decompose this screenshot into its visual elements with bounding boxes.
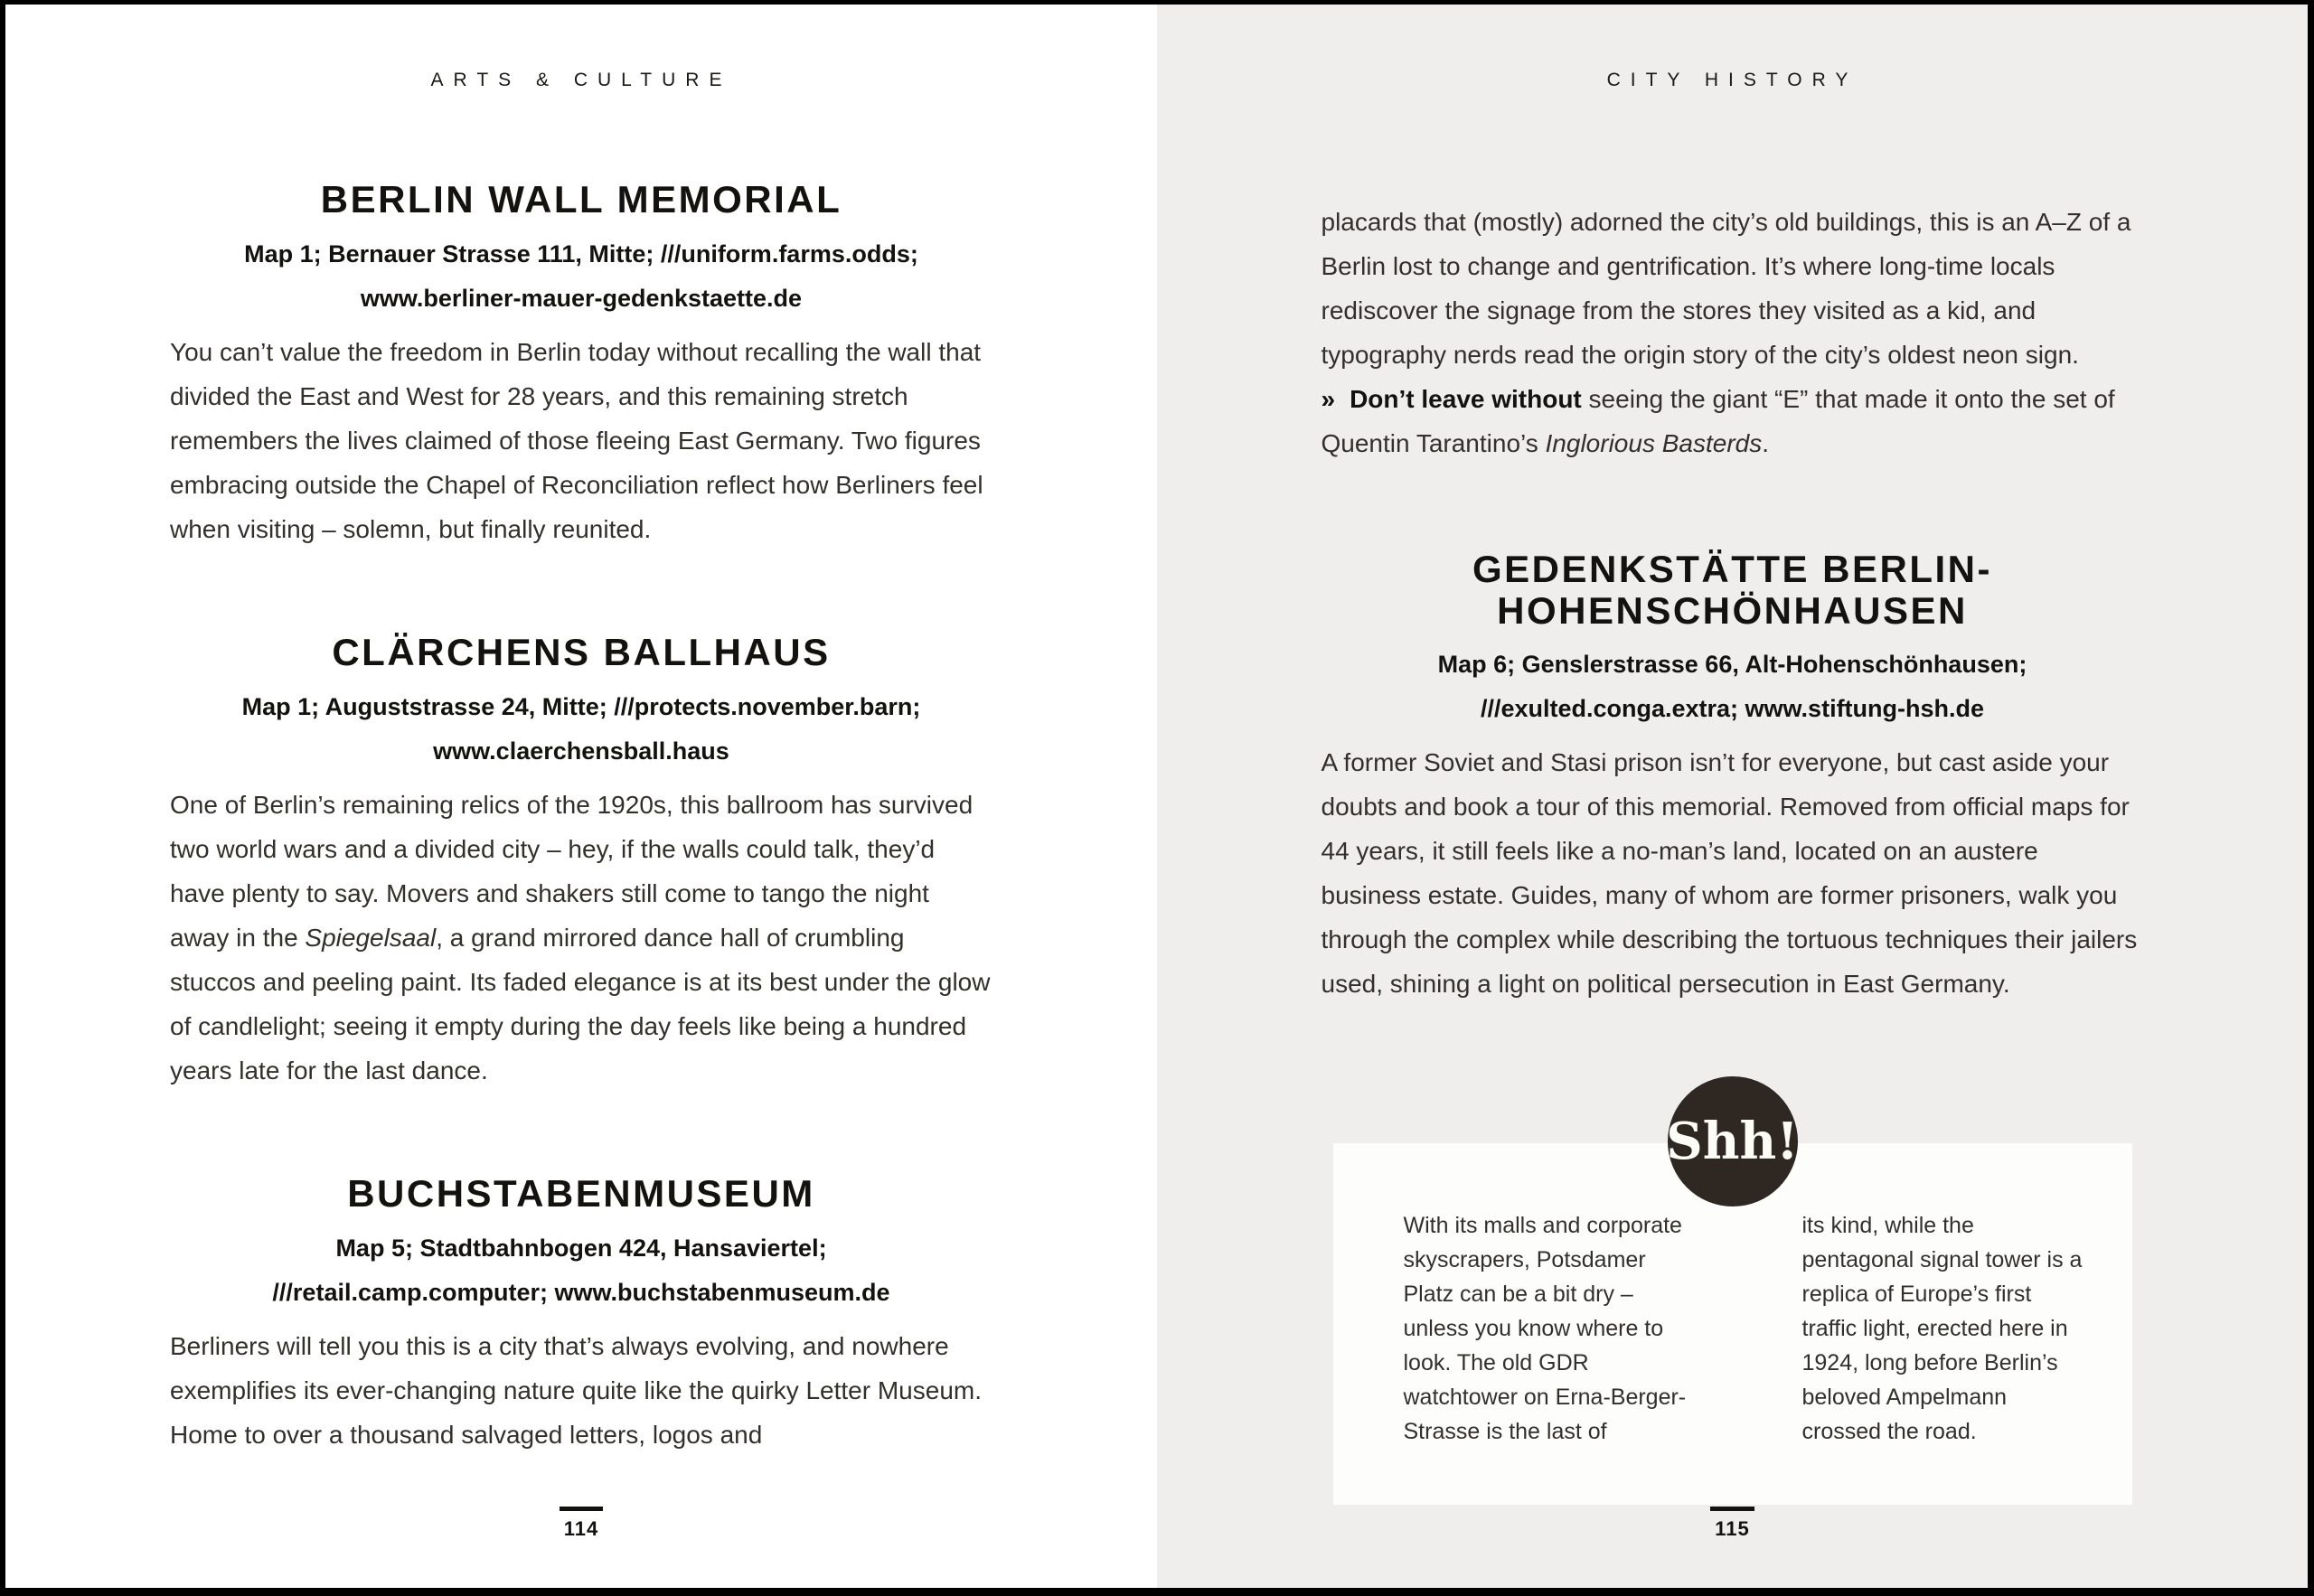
dont-leave-without-tip <box>1322 377 2144 465</box>
entry-body: You can’t value the freedom in Berlin today without recalling the wall that divided the East and West for 28 years, and this remaining stretch remembers the lives claimed of those fleeing East Germany. Two figures embracing outside the Chapel of Reconciliation reflect how Berliners feel when visiting – solemn, but finally reunited. <box>170 338 983 543</box>
body-text: One of Berlin’s remaining relics of the 1920s, this ballroom has survived two world wars and a divided city – hey, if the walls could talk, they’d have plenty to say. Movers and shakers still come to tango the night away in the <box>170 791 974 952</box>
double-chevron-icon: » <box>1321 385 1338 413</box>
folio-right <box>1157 1507 2308 1541</box>
entry-address <box>1157 643 2308 731</box>
address-line-2: www.claerchensball.haus <box>433 737 729 765</box>
entry-berlin-wall-memorial <box>5 178 1157 551</box>
address-line-2: www.berliner-mauer-gedenkstaette.de <box>360 285 803 312</box>
address-line-1: Map 5; Stadtbahnbogen 424, Hansaviertel; <box>335 1235 827 1262</box>
address-line-2: ///retail.camp.computer; www.buchstabenmuseum.de <box>272 1279 890 1306</box>
shh-badge: Shh! <box>1668 1076 1798 1206</box>
title-line-1: GEDENKSTÄTTE BERLIN- <box>1472 548 1992 590</box>
running-head-city-history: CITY HISTORY <box>1606 70 1858 90</box>
entry-title: BUCHSTABENMUSEUM <box>347 1172 815 1215</box>
entry-body: Berliners will tell you this is a city that’s always evolving, and nowhere exemplifies its ever-changing nature quite like the quirky Letter Museum. Home to over a thousand salvaged letters, logos and <box>170 1332 982 1449</box>
shh-callout-box <box>1333 1112 2132 1505</box>
page-left <box>5 5 1157 1588</box>
shh-column-right: its kind, while the pentagonal signal tower is a replica of Europe’s first traffic light, erected here in 1924, long before Berlin’s beloved Ampelmann crossed the road. <box>1801 1213 2083 1444</box>
address-line-1: Map 6; Genslerstrasse 66, Alt-Hohenschönhausen; <box>1437 651 2027 678</box>
book-spread <box>5 5 2308 1588</box>
address-line-1: Map 1; Auguststrasse 24, Mitte; ///protects.november.barn; <box>241 693 921 720</box>
body-text: , a grand mirrored dance hall of crumbling stuccos and peeling paint. Its faded elegance is at its best under the glow of candlelight; seeing it empty during the day feels like being a hundred years late for the last dance. <box>170 924 991 1084</box>
title-line-2: HOHENSCHÖNHAUSEN <box>1497 589 1968 632</box>
body-italic-spiegelsaal: Spiegelsaal <box>305 924 437 952</box>
entry-body: A former Soviet and Stasi prison isn’t for everyone, but cast aside your doubts and book a tour of this memorial. Removed from official maps for 44 years, it still feels like a no-man’s land, located on an austere business estate. Guides, many of whom are former prisoners, walk you through the complex while describing the tortuous techniques their jailers used, shining a light on political persecution in East Germany. <box>1321 748 2138 998</box>
entry-title: BERLIN WALL MEMORIAL <box>320 178 842 221</box>
tip-italic-title: Inglorious Basterds <box>1545 429 1763 457</box>
entry-title <box>1157 549 2308 632</box>
entry-title: CLÄRCHENS BALLHAUS <box>332 631 831 673</box>
address-line-1: Map 1; Bernauer Strasse 111, Mitte; ///uniform.farms.odds; <box>244 240 918 268</box>
shh-column-left: With its malls and corporate skyscrapers, Potsdamer Platz can be a bit dry – unless you know where to look. The old GDR watchtower on Erna-Berger-Strasse is the last of <box>1403 1213 1687 1444</box>
tip-lead: Don’t leave without <box>1350 385 1582 413</box>
tip-period: . <box>1762 429 1769 457</box>
continuation-paragraph: placards that (mostly) adorned the city’s old buildings, this is an A–Z of a Berlin lost to change and gentrification. It’s where long-time locals rediscover the signage from the stores they visited as a kid, and typography nerds read the origin story of the city’s oldest neon sign. <box>1321 208 2131 369</box>
address-line-2: ///exulted.conga.extra; www.stiftung-hsh.de <box>1480 695 1985 722</box>
entry-gedenkstaette <box>1157 549 2308 1006</box>
tip-text: seeing the giant “E” that made it onto the set of Quentin Tarantino’s <box>1321 385 2115 457</box>
running-head-arts-culture: ARTS & CULTURE <box>430 70 732 90</box>
folio-left <box>5 1507 1157 1541</box>
entry-address <box>5 232 1157 321</box>
page-number: 115 <box>1710 1507 1754 1541</box>
entry-buchstabenmuseum <box>5 1172 1157 1457</box>
page-number: 114 <box>560 1507 604 1541</box>
entry-address <box>5 685 1157 774</box>
entry-address <box>5 1226 1157 1315</box>
page-right <box>1157 5 2308 1588</box>
entry-body <box>170 783 992 1093</box>
entry-claerchens-ballhaus <box>5 631 1157 1093</box>
